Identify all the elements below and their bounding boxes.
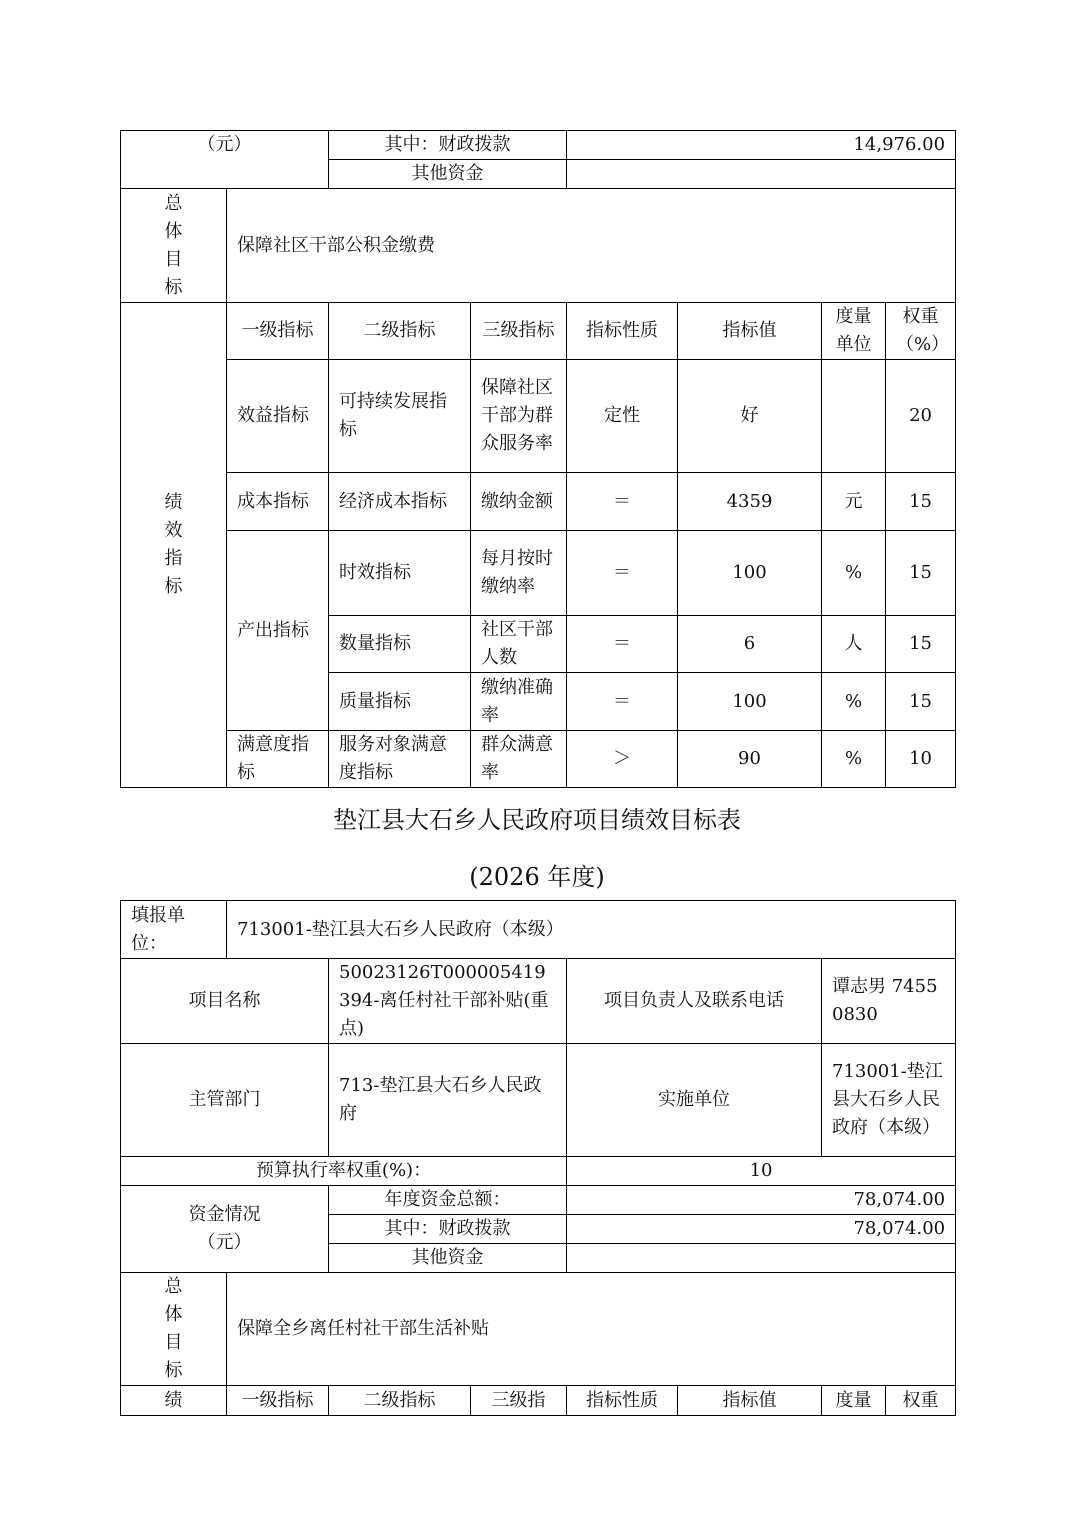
value: 100 [678,673,822,731]
l2: 服务对象满意度指标 [329,731,471,788]
perf-label: 绩 [121,1386,227,1416]
table-row [121,473,956,531]
value: 90 [678,731,822,788]
l2: 经济成本指标 [329,473,471,531]
nature: ＝ [567,473,678,531]
l1: 成本指标 [227,473,329,531]
l3: 群众满意率 [471,731,567,788]
fiscal-label: 其中：财政拨款 [329,1215,567,1244]
total-value: 78,074.00 [567,1186,956,1215]
goal-label: 总体目标 [121,1273,227,1386]
page-subtitle: (2026 年度) [469,863,605,891]
project-label: 项目名称 [121,959,329,1044]
weight: 15 [886,473,956,531]
header: 度量单位 [822,303,886,360]
other-label: 其他资金 [329,1244,567,1273]
l3: 缴纳金额 [471,473,567,531]
header: 二级指标 [329,1386,471,1416]
goal-label: 总体目标 [121,189,227,303]
l3: 社区干部人数 [471,616,567,673]
header: 指标性质 [567,303,678,360]
other-value [567,1244,956,1273]
table-row [121,360,956,473]
header: 二级指标 [329,303,471,360]
header: 三级指标 [471,303,567,360]
total-label: 年度资金总额： [329,1186,567,1215]
dept-label: 主管部门 [121,1044,329,1157]
header: 指标值 [678,303,822,360]
reporter-value: 713001-垫江县大石乡人民政府（本级） [227,901,956,959]
contact-label: 项目负责人及联系电话 [567,959,822,1044]
fiscal-value: 78,074.00 [567,1215,956,1244]
l3: 缴纳准确率 [471,673,567,731]
page-title: 垫江县大石乡人民政府项目绩效目标表 [333,806,741,834]
nature: ＝ [567,673,678,731]
header: 一级指标 [227,303,329,360]
unit: 人 [822,616,886,673]
weight: 20 [886,360,956,473]
weight: 10 [886,731,956,788]
contact-value: 谭志男 74550830 [822,959,956,1044]
reporter-label: 填报单位： [121,901,227,959]
table-row [121,731,956,788]
impl-value: 713001-垫江县大石乡人民政府（本级） [822,1044,956,1157]
l2: 质量指标 [329,673,471,731]
nature: ＝ [567,616,678,673]
l1: 产出指标 [227,531,329,731]
l3: 保障社区干部为群众服务率 [471,360,567,473]
unit: % [822,673,886,731]
budget-label: 预算执行率权重(%)： [121,1157,567,1186]
other-value [567,160,956,189]
perf-label: 绩效指标 [121,303,227,788]
header: 三级指 [471,1386,567,1416]
nature: ＞ [567,731,678,788]
fund-label: 资金情况（元） [121,1186,329,1273]
l1: 满意度指标 [227,731,329,788]
l2: 可持续发展指标 [329,360,471,473]
goal-text: 保障社区干部公积金缴费 [227,189,956,303]
weight: 15 [886,673,956,731]
header: 权重（%） [886,303,956,360]
fund-unit-cell: （元） [121,131,329,189]
header: 权重 [886,1386,956,1416]
budget-value: 10 [567,1157,956,1186]
nature: 定性 [567,360,678,473]
value: 4359 [678,473,822,531]
fiscal-value: 14,976.00 [567,131,956,160]
performance-table-2 [120,900,956,1416]
dept-value: 713-垫江县大石乡人民政府 [329,1044,567,1157]
unit: % [822,731,886,788]
table-row [121,531,956,616]
weight: 15 [886,531,956,616]
other-label: 其他资金 [329,160,567,189]
project-value: 50023126T000005419394-离任村社干部补贴(重点) [329,959,567,1044]
header: 一级指标 [227,1386,329,1416]
value: 好 [678,360,822,473]
value: 100 [678,531,822,616]
header: 指标性质 [567,1386,678,1416]
unit: 元 [822,473,886,531]
header: 度量 [822,1386,886,1416]
unit: % [822,531,886,616]
l2: 时效指标 [329,531,471,616]
value: 6 [678,616,822,673]
l1: 效益指标 [227,360,329,473]
performance-table-1 [120,130,956,788]
header: 指标值 [678,1386,822,1416]
nature: ＝ [567,531,678,616]
goal-text: 保障全乡离任村社干部生活补贴 [227,1273,956,1386]
unit [822,360,886,473]
weight: 15 [886,616,956,673]
fiscal-label: 其中：财政拨款 [329,131,567,160]
l2: 数量指标 [329,616,471,673]
impl-label: 实施单位 [567,1044,822,1157]
l3: 每月按时缴纳率 [471,531,567,616]
